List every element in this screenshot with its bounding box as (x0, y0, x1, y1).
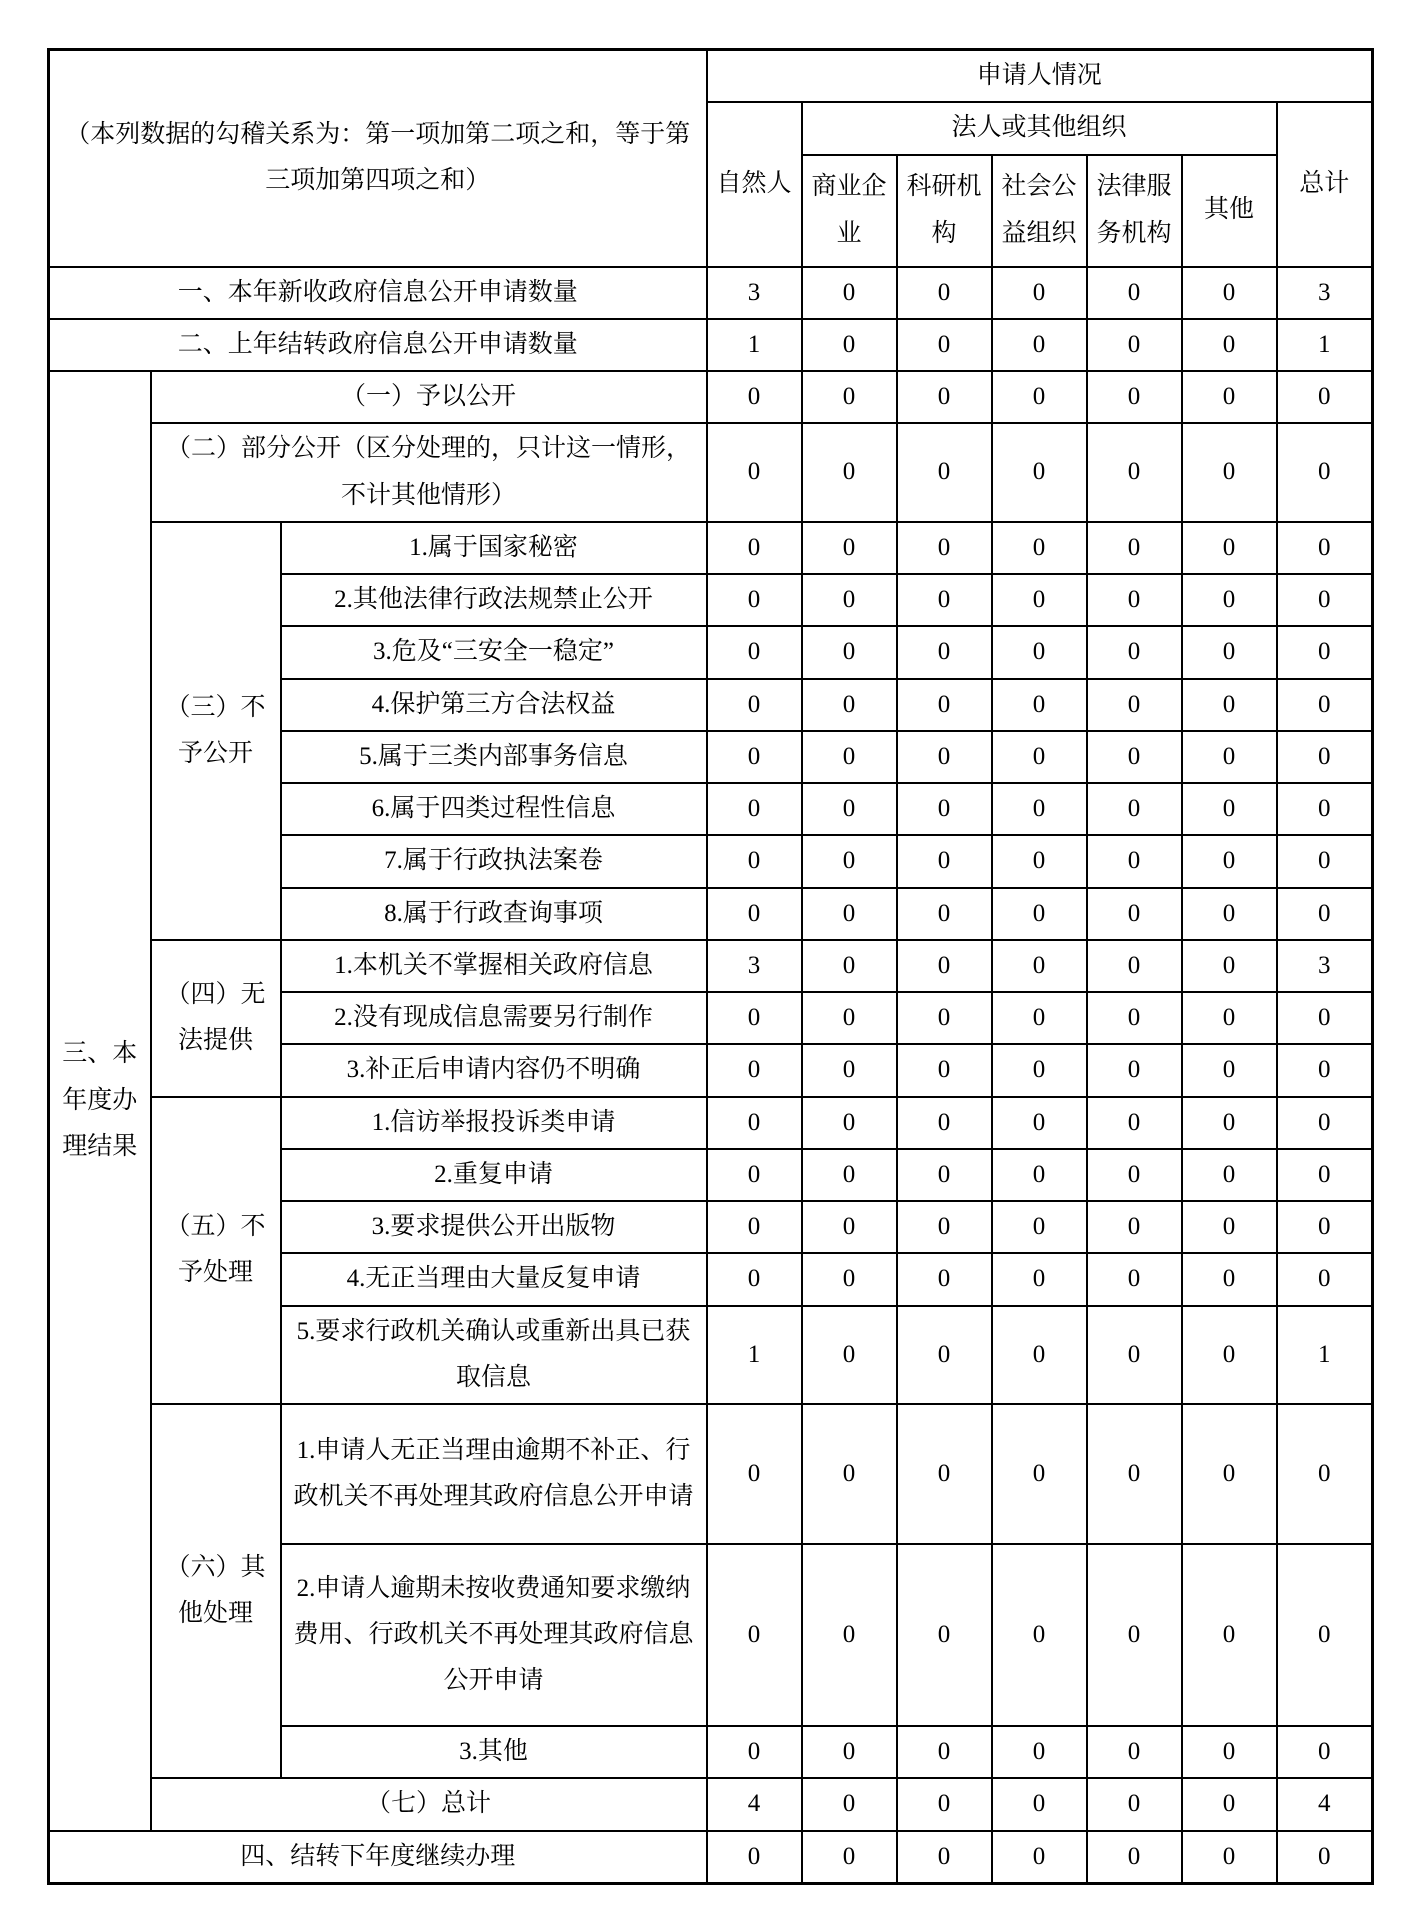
value-cell: 0 (1182, 1044, 1277, 1096)
row-label-denied-item: 7.属于行政执法案卷 (281, 835, 707, 887)
value-cell: 0 (992, 626, 1087, 678)
value-cell: 0 (1182, 992, 1277, 1044)
value-cell: 0 (1087, 1544, 1182, 1726)
value-cell: 4 (707, 1778, 802, 1830)
value-cell: 0 (992, 888, 1087, 940)
value-cell: 0 (897, 783, 992, 835)
value-cell: 0 (802, 319, 897, 371)
value-cell: 0 (1087, 1404, 1182, 1544)
value-cell: 0 (802, 679, 897, 731)
value-cell: 0 (1087, 835, 1182, 887)
value-cell: 0 (1182, 522, 1277, 574)
value-cell: 0 (707, 574, 802, 626)
value-cell: 0 (1087, 626, 1182, 678)
value-cell: 0 (707, 1831, 802, 1884)
value-cell: 0 (707, 1544, 802, 1726)
value-cell: 0 (802, 835, 897, 887)
group-label-unable-to-provide: （四）无法提供 (151, 940, 281, 1097)
value-cell: 0 (802, 522, 897, 574)
value-cell: 0 (992, 1149, 1087, 1201)
value-cell: 0 (1087, 1253, 1182, 1305)
value-cell: 0 (992, 574, 1087, 626)
value-cell: 0 (802, 888, 897, 940)
value-cell: 0 (1087, 679, 1182, 731)
value-cell: 0 (897, 1404, 992, 1544)
value-cell: 0 (707, 731, 802, 783)
value-cell: 0 (1277, 1544, 1373, 1726)
value-cell: 0 (802, 1404, 897, 1544)
value-cell: 0 (707, 522, 802, 574)
table-row (49, 50, 1373, 103)
value-cell: 0 (897, 1778, 992, 1830)
value-cell: 0 (1182, 1831, 1277, 1884)
value-cell: 0 (802, 371, 897, 423)
value-cell: 0 (802, 423, 897, 522)
value-cell: 0 (707, 1201, 802, 1253)
value-cell: 0 (992, 940, 1087, 992)
value-cell: 0 (992, 423, 1087, 522)
value-cell: 0 (1087, 1044, 1182, 1096)
value-cell: 0 (897, 1149, 992, 1201)
value-cell: 0 (1182, 1778, 1277, 1830)
value-cell: 0 (1277, 1831, 1373, 1884)
col-header-applicant-situation: 申请人情况 (707, 50, 1373, 103)
value-cell: 0 (1182, 835, 1277, 887)
value-cell: 0 (897, 1831, 992, 1884)
value-cell: 0 (897, 992, 992, 1044)
row-label-other-handling-item: 3.其他 (281, 1726, 707, 1778)
row-label-denied-item: 2.其他法律行政法规禁止公开 (281, 574, 707, 626)
value-cell: 0 (897, 835, 992, 887)
table-row (49, 940, 1373, 992)
value-cell: 0 (802, 1044, 897, 1096)
value-cell: 0 (897, 1726, 992, 1778)
value-cell: 0 (1182, 1544, 1277, 1726)
row-label-unable-item: 3.补正后申请内容仍不明确 (281, 1044, 707, 1096)
value-cell: 0 (1087, 522, 1182, 574)
value-cell: 0 (1087, 423, 1182, 522)
value-cell: 0 (1087, 371, 1182, 423)
value-cell: 0 (802, 1149, 897, 1201)
value-cell: 0 (992, 1253, 1087, 1305)
value-cell: 0 (1182, 626, 1277, 678)
row-label-next-year: 四、结转下年度继续办理 (49, 1831, 707, 1884)
row-label-new-received: 一、本年新收政府信息公开申请数量 (49, 267, 707, 319)
col-header-legal-service-org: 法律服务机构 (1087, 155, 1182, 267)
col-header-research-institution: 科研机构 (897, 155, 992, 267)
value-cell: 3 (1277, 267, 1373, 319)
value-cell: 0 (1277, 1726, 1373, 1778)
row-label-other-handling-item: 2.申请人逾期未按收费通知要求缴纳费用、行政机关不再处理其政府信息公开申请 (281, 1544, 707, 1726)
value-cell: 0 (897, 319, 992, 371)
row-label-denied-item: 4.保护第三方合法权益 (281, 679, 707, 731)
value-cell: 0 (1277, 1149, 1373, 1201)
row-label-not-processed-item: 4.无正当理由大量反复申请 (281, 1253, 707, 1305)
value-cell: 0 (897, 731, 992, 783)
table-row (49, 423, 1373, 522)
report-table (47, 48, 1374, 1885)
value-cell: 0 (802, 1201, 897, 1253)
value-cell: 0 (897, 574, 992, 626)
value-cell: 0 (992, 1831, 1087, 1884)
value-cell: 0 (992, 783, 1087, 835)
value-cell: 0 (1182, 1201, 1277, 1253)
value-cell: 3 (707, 267, 802, 319)
row-label-not-processed-item: 3.要求提供公开出版物 (281, 1201, 707, 1253)
col-header-commercial-enterprise: 商业企业 (802, 155, 897, 267)
value-cell: 0 (1277, 835, 1373, 887)
table-row (49, 1831, 1373, 1884)
value-cell: 0 (1087, 783, 1182, 835)
row-label-unable-item: 2.没有现成信息需要另行制作 (281, 992, 707, 1044)
table-row (49, 267, 1373, 319)
value-cell: 0 (1182, 574, 1277, 626)
value-cell: 0 (992, 1404, 1087, 1544)
value-cell: 0 (1182, 319, 1277, 371)
value-cell: 0 (707, 626, 802, 678)
value-cell: 1 (1277, 319, 1373, 371)
row-label-partial: （二）部分公开（区分处理的，只计这一情形，不计其他情形） (151, 423, 707, 522)
row-label-denied-item: 8.属于行政查询事项 (281, 888, 707, 940)
table-row (49, 319, 1373, 371)
col-header-total: 总计 (1277, 102, 1373, 266)
value-cell: 0 (992, 1544, 1087, 1726)
col-header-natural-person: 自然人 (707, 102, 802, 266)
group-label-other-handling: （六）其他处理 (151, 1404, 281, 1778)
value-cell: 0 (1182, 731, 1277, 783)
value-cell: 0 (992, 1306, 1087, 1405)
value-cell: 0 (1182, 888, 1277, 940)
value-cell: 0 (1087, 574, 1182, 626)
col-header-public-welfare-org: 社会公益组织 (992, 155, 1087, 267)
group-label-denied: （三）不予公开 (151, 522, 281, 940)
value-cell: 0 (707, 679, 802, 731)
row-label-granted: （一）予以公开 (151, 371, 707, 423)
value-cell: 0 (992, 835, 1087, 887)
value-cell: 0 (897, 1097, 992, 1149)
table-row (49, 1778, 1373, 1830)
value-cell: 0 (802, 267, 897, 319)
value-cell: 0 (897, 1253, 992, 1305)
col-header-other: 其他 (1182, 155, 1277, 267)
value-cell: 0 (802, 731, 897, 783)
value-cell: 0 (1182, 1726, 1277, 1778)
value-cell: 0 (802, 1097, 897, 1149)
value-cell: 0 (707, 1149, 802, 1201)
value-cell: 0 (992, 1097, 1087, 1149)
value-cell: 0 (802, 1253, 897, 1305)
value-cell: 0 (1277, 679, 1373, 731)
value-cell: 0 (1182, 1253, 1277, 1305)
value-cell: 1 (707, 319, 802, 371)
value-cell: 0 (802, 940, 897, 992)
value-cell: 0 (1277, 522, 1373, 574)
value-cell: 0 (802, 1726, 897, 1778)
value-cell: 0 (1182, 267, 1277, 319)
value-cell: 0 (1087, 319, 1182, 371)
value-cell: 0 (897, 679, 992, 731)
row-label-carried-over: 二、上年结转政府信息公开申请数量 (49, 319, 707, 371)
value-cell: 0 (707, 1097, 802, 1149)
value-cell: 0 (992, 522, 1087, 574)
value-cell: 0 (897, 1544, 992, 1726)
value-cell: 0 (1182, 783, 1277, 835)
value-cell: 0 (992, 1726, 1087, 1778)
value-cell: 0 (1182, 1404, 1277, 1544)
table-row (49, 371, 1373, 423)
value-cell: 0 (1277, 371, 1373, 423)
value-cell: 0 (897, 1044, 992, 1096)
value-cell: 0 (1087, 1831, 1182, 1884)
value-cell: 0 (1087, 992, 1182, 1044)
value-cell: 0 (1087, 1097, 1182, 1149)
value-cell: 0 (1087, 1778, 1182, 1830)
value-cell: 0 (897, 1201, 992, 1253)
value-cell: 0 (802, 1544, 897, 1726)
value-cell: 0 (1277, 783, 1373, 835)
value-cell: 0 (1182, 1097, 1277, 1149)
value-cell: 0 (992, 1044, 1087, 1096)
value-cell: 4 (1277, 1778, 1373, 1830)
value-cell: 0 (1277, 731, 1373, 783)
table-row (49, 1097, 1373, 1149)
value-cell: 0 (1277, 1201, 1373, 1253)
value-cell: 0 (897, 626, 992, 678)
row-label-unable-item: 1.本机关不掌握相关政府信息 (281, 940, 707, 992)
value-cell: 0 (992, 1201, 1087, 1253)
value-cell: 0 (707, 1404, 802, 1544)
value-cell: 0 (707, 1726, 802, 1778)
value-cell: 0 (1182, 371, 1277, 423)
table-note: （本列数据的勾稽关系为：第一项加第二项之和，等于第三项加第四项之和） (49, 50, 707, 267)
row-label-subtotal: （七）总计 (151, 1778, 707, 1830)
value-cell: 0 (1182, 940, 1277, 992)
row-label-denied-item: 3.危及“三安全一稳定” (281, 626, 707, 678)
row-label-not-processed-item: 5.要求行政机关确认或重新出具已获取信息 (281, 1306, 707, 1405)
value-cell: 0 (1182, 679, 1277, 731)
value-cell: 0 (802, 626, 897, 678)
value-cell: 0 (992, 1778, 1087, 1830)
value-cell: 0 (707, 423, 802, 522)
row-label-not-processed-item: 2.重复申请 (281, 1149, 707, 1201)
value-cell: 0 (897, 888, 992, 940)
value-cell: 0 (897, 940, 992, 992)
value-cell: 0 (1277, 626, 1373, 678)
col-header-legal-or-other-org: 法人或其他组织 (802, 102, 1277, 154)
value-cell: 0 (1087, 731, 1182, 783)
value-cell: 0 (897, 267, 992, 319)
value-cell: 0 (1087, 267, 1182, 319)
value-cell: 0 (1277, 1044, 1373, 1096)
section-label-results: 三、本年度办理结果 (49, 371, 151, 1831)
value-cell: 0 (1182, 423, 1277, 522)
value-cell: 0 (1277, 1097, 1373, 1149)
value-cell: 0 (802, 574, 897, 626)
value-cell: 0 (1087, 1149, 1182, 1201)
value-cell: 0 (992, 267, 1087, 319)
value-cell: 0 (1087, 888, 1182, 940)
value-cell: 3 (707, 940, 802, 992)
value-cell: 0 (897, 423, 992, 522)
value-cell: 0 (802, 992, 897, 1044)
value-cell: 0 (992, 371, 1087, 423)
value-cell: 0 (897, 371, 992, 423)
value-cell: 0 (992, 319, 1087, 371)
value-cell: 0 (1087, 940, 1182, 992)
row-label-other-handling-item: 1.申请人无正当理由逾期不补正、行政机关不再处理其政府信息公开申请 (281, 1404, 707, 1544)
value-cell: 0 (1182, 1149, 1277, 1201)
value-cell: 0 (992, 679, 1087, 731)
value-cell: 0 (707, 835, 802, 887)
value-cell: 0 (802, 1306, 897, 1405)
value-cell: 0 (992, 731, 1087, 783)
value-cell: 3 (1277, 940, 1373, 992)
value-cell: 0 (1277, 992, 1373, 1044)
value-cell: 0 (897, 1306, 992, 1405)
value-cell: 0 (802, 783, 897, 835)
value-cell: 0 (707, 371, 802, 423)
row-label-denied-item: 1.属于国家秘密 (281, 522, 707, 574)
value-cell: 0 (802, 1778, 897, 1830)
value-cell: 0 (1277, 423, 1373, 522)
value-cell: 0 (1087, 1726, 1182, 1778)
value-cell: 0 (1182, 1306, 1277, 1405)
value-cell: 0 (707, 888, 802, 940)
value-cell: 0 (1277, 574, 1373, 626)
group-label-not-processed: （五）不予处理 (151, 1097, 281, 1405)
value-cell: 0 (1277, 1404, 1373, 1544)
value-cell: 0 (707, 783, 802, 835)
row-label-denied-item: 5.属于三类内部事务信息 (281, 731, 707, 783)
table-row (49, 1404, 1373, 1544)
value-cell: 1 (1277, 1306, 1373, 1405)
value-cell: 0 (992, 992, 1087, 1044)
value-cell: 0 (707, 1044, 802, 1096)
value-cell: 1 (707, 1306, 802, 1405)
row-label-not-processed-item: 1.信访举报投诉类申请 (281, 1097, 707, 1149)
value-cell: 0 (1277, 888, 1373, 940)
row-label-denied-item: 6.属于四类过程性信息 (281, 783, 707, 835)
value-cell: 0 (1087, 1306, 1182, 1405)
value-cell: 0 (1087, 1201, 1182, 1253)
value-cell: 0 (802, 1831, 897, 1884)
value-cell: 0 (1277, 1253, 1373, 1305)
value-cell: 0 (707, 1253, 802, 1305)
value-cell: 0 (707, 992, 802, 1044)
table-row (49, 522, 1373, 574)
value-cell: 0 (897, 522, 992, 574)
